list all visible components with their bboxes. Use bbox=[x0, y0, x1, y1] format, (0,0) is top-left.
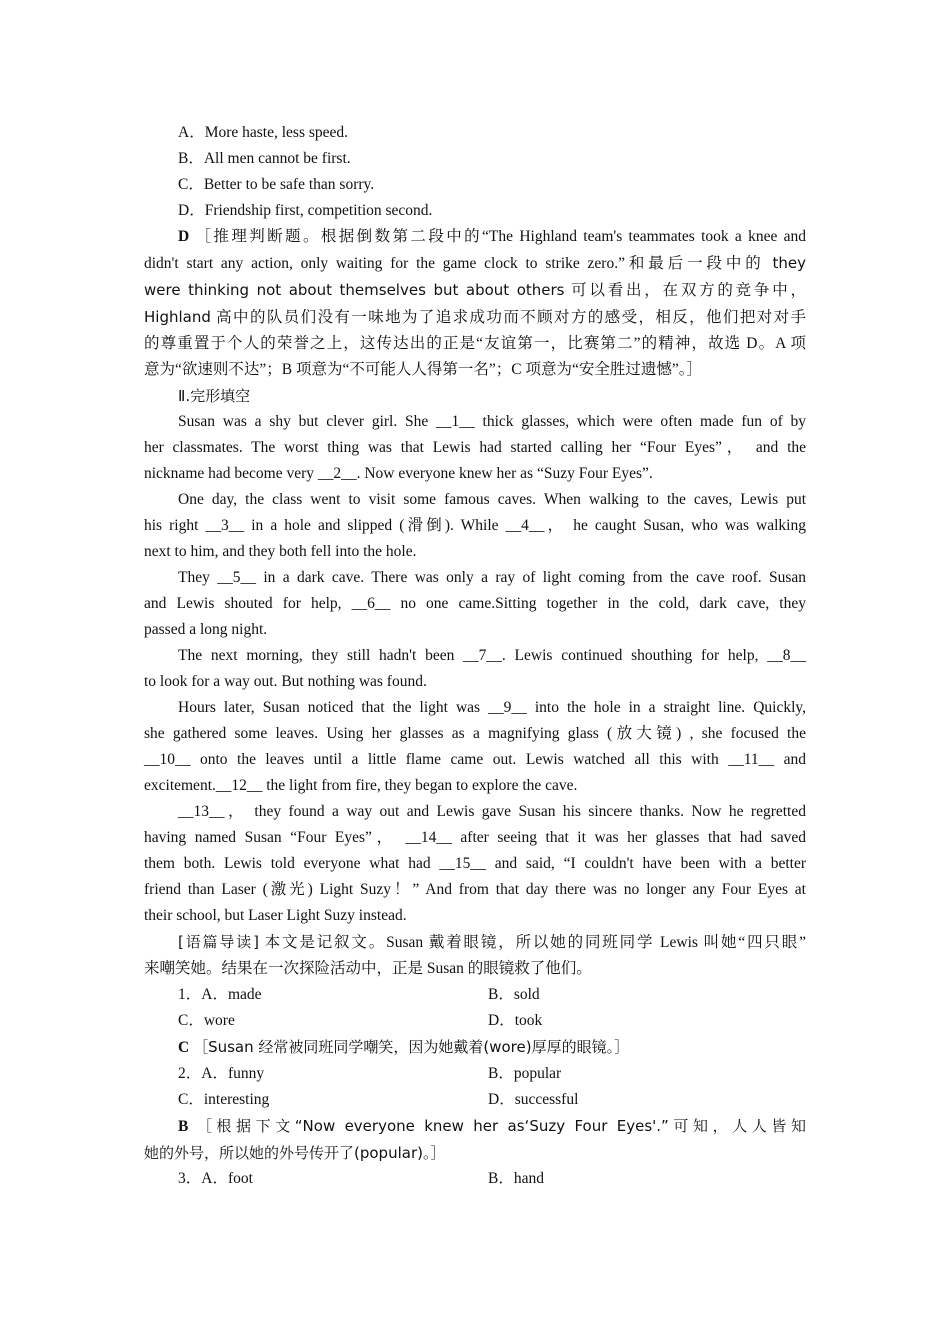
q2-option-c: C．interesting bbox=[178, 1091, 270, 1108]
document-page bbox=[144, 120, 806, 1192]
passage-line: having named Susan “Four Eyes”， __14__ after seeing that it was her glasses that had saved bbox=[144, 829, 806, 846]
option-c: C．Better to be safe than sorry. bbox=[178, 176, 375, 193]
passage-line: and Lewis shouted for help, __6__ no one came.Sitting together in the cold, dark cave, they bbox=[144, 595, 806, 612]
q3-option-b: B．hand bbox=[488, 1170, 544, 1187]
question-1-options-row bbox=[144, 982, 806, 1008]
passage-line: friend than Laser (激光) Light Suzy！” And from that day there was no longer any Four Eyes at bbox=[144, 881, 806, 898]
passage-line: to look for a way out. But nothing was found. bbox=[144, 673, 427, 690]
guide-line: 来嘲笑她。结果在一次探险活动中，正是 Susan 的眼镜救了他们。 bbox=[144, 960, 592, 977]
q2-option-a: 2．A．funny bbox=[178, 1065, 265, 1082]
option-a: A．More haste, less speed. bbox=[178, 124, 349, 141]
answer-letter: D bbox=[178, 228, 190, 245]
answer-letter: B bbox=[178, 1118, 189, 1135]
explanation-line: 的尊重置于个人的荣誉之上，这传达出的正是“友谊第一，比赛第二”的精神，故选 D。A 项 bbox=[144, 335, 806, 352]
q1-option-b: B．sold bbox=[488, 986, 540, 1003]
passage-line: One day, the class went to visit some famous caves. When walking to the caves, Lewis put bbox=[178, 491, 806, 508]
q1-option-a: 1．A．made bbox=[178, 986, 262, 1003]
explanation-text: 可以看出，在双方的竞争中， bbox=[571, 282, 806, 299]
explanation-line bbox=[144, 224, 806, 250]
guide-label: [语篇导读] bbox=[178, 933, 259, 951]
answer-letter: C bbox=[178, 1039, 190, 1056]
explanation-text: Highland bbox=[144, 308, 211, 326]
explanation-text: ［Susan 经常被同班同学嘲笑，因为她戴着(wore)厚厚的眼镜。］ bbox=[193, 1038, 630, 1056]
q2-explanation: 她的外号，所以她的外号传开了(popular)。］ bbox=[144, 1144, 446, 1162]
q2-option-b: B．popular bbox=[488, 1065, 562, 1082]
explanation-text: they bbox=[772, 254, 807, 272]
explanation-line: 意为“欲速则不达”；B 项意为“不可能人人得第一名”；C 项意为“安全胜过遗憾”。］ bbox=[144, 361, 702, 378]
question-1-options-row bbox=[144, 1008, 806, 1034]
q1-option-c: C．wore bbox=[178, 1012, 235, 1029]
passage-line: his right __3__ in a hole and slipped (滑倒). While __4__， he caught Susan, who was walking bbox=[144, 517, 806, 534]
passage-line: next to him, and they both fell into the hole. bbox=[144, 543, 417, 560]
passage-line: she gathered some leaves. Using her glasses as a magnifying glass (放大镜) , she focused the bbox=[144, 725, 806, 742]
explanation-text: ［根据下文“Now everyone knew her as‘Suzy Four Eyes'.”可知，人人皆知 bbox=[196, 1117, 806, 1135]
passage-line: __10__ onto the leaves until a little flame came out. Lewis watched all this with __11__ and bbox=[144, 751, 806, 768]
guide-line bbox=[144, 929, 806, 956]
q3-option-a: 3．A．foot bbox=[178, 1170, 253, 1187]
explanation-line bbox=[144, 250, 806, 277]
passage-line: Hours later, Susan noticed that the light was __9__ into the hole in a straight line. Quickly, bbox=[178, 699, 806, 716]
question-3-options-row bbox=[144, 1166, 806, 1192]
passage-line: excitement.__12__ the light from fire, they began to explore the cave. bbox=[144, 777, 578, 794]
q2-option-d: D．successful bbox=[488, 1091, 579, 1108]
passage-line: her classmates. The worst thing was that Lewis had started calling her “Four Eyes”， and the bbox=[144, 439, 806, 456]
passage-line: Susan was a shy but clever girl. She __1__ thick glasses, which were often made fun of by bbox=[178, 413, 806, 430]
explanation-text: were thinking not about themselves but about others bbox=[144, 281, 565, 299]
question-2-options-row bbox=[144, 1087, 806, 1113]
passage-line: passed a long night. bbox=[144, 621, 268, 638]
q1-explanation bbox=[144, 1034, 806, 1061]
passage-line: them both. Lewis told everyone what had __15__ and said, “I couldn't have been with a better bbox=[144, 855, 806, 872]
explanation-text: ［推理判断题。根据倒数第二段中的“The Highland team's teammates took a knee and bbox=[195, 228, 807, 245]
q1-option-d: D．took bbox=[488, 1012, 543, 1029]
passage-line: __13__， they found a way out and Lewis gave Susan his sincere thanks. Now he regretted bbox=[178, 803, 806, 820]
passage-line: nickname had become very __2__. Now everyone knew her as “Suzy Four Eyes”. bbox=[144, 465, 653, 482]
question-2-options-row bbox=[144, 1061, 806, 1087]
section-title: Ⅱ.完形填空 bbox=[178, 387, 251, 405]
explanation-line bbox=[144, 277, 806, 304]
passage-line: The next morning, they still hadn't been __7__. Lewis continued shouthing for help, __8__ bbox=[178, 647, 806, 664]
explanation-text: 高中的队员们没有一味地为了追求成功而不顾对方的感受，相反，他们把对对手 bbox=[216, 309, 807, 326]
explanation-line bbox=[144, 304, 806, 331]
option-d: D．Friendship first, competition second. bbox=[178, 202, 433, 219]
guide-text: 本文是记叙文。Susan 戴着眼镜，所以她的同班同学 Lewis 叫她“四只眼” bbox=[264, 934, 806, 951]
option-b: B．All men cannot be first. bbox=[178, 150, 351, 167]
passage-line: their school, but Laser Light Suzy instead. bbox=[144, 907, 407, 924]
passage-line: They __5__ in a dark cave. There was only a ray of light coming from the cave roof. Susan bbox=[178, 569, 806, 586]
q2-explanation bbox=[144, 1113, 806, 1140]
explanation-text: didn't start any action, only waiting for the game clock to strike zero.”和最后一段中的 bbox=[144, 255, 765, 272]
